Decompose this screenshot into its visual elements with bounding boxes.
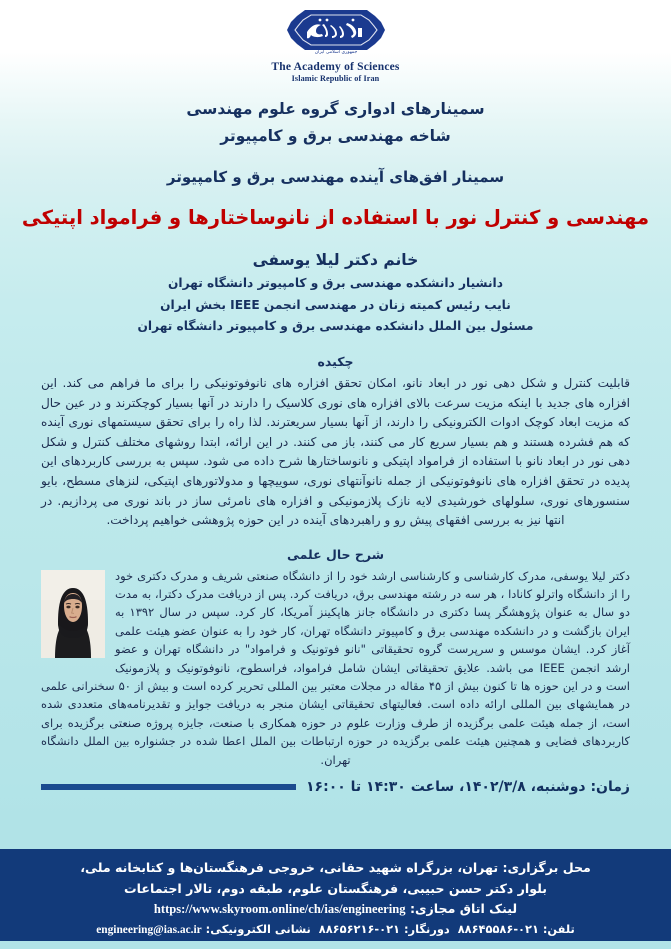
academy-country-line: Islamic Republic of Iran xyxy=(291,74,380,84)
virtual-room-link[interactable]: https://www.skyroom.online/ch/ias/engineering xyxy=(153,902,406,917)
venue-line-1: محل برگزاری: تهران، بزرگراه شهید حقانی، خروجی فرهنگستان‌ها و کتابخانه ملی، xyxy=(80,860,591,876)
talk-title: مهندسی و کنترل نور با استفاده از نانوساختارها و فرامواد اپتیکی xyxy=(21,205,650,229)
speaker-affiliation-2: نایب رئیس کمیته زنان در مهندسی انجمن IEEE بخش ایران xyxy=(160,297,511,312)
virtual-room-row xyxy=(24,899,647,919)
schedule-text: زمان: دوشنبه، ۱۴۰۲/۳/۸، ساعت ۱۴:۳۰ تا ۱۶:۰۰ xyxy=(306,778,630,795)
speaker-affiliation-1: دانشیار دانشکده مهندسی برق و کامپیوتر دانشگاه تهران xyxy=(168,275,503,290)
contact-row xyxy=(24,920,647,939)
speaker-name: خانم دکتر لیلا یوسفی xyxy=(252,250,419,269)
phone-value: ۰۲۱-۸۸۶۴۵۵۸۶ xyxy=(457,921,539,936)
abstract-heading: چکیده xyxy=(317,354,354,370)
svg-text:جمهوری اسلامی ایران: جمهوری اسلامی ایران xyxy=(314,50,357,54)
email-label: نشانی الکترونیکی: xyxy=(205,921,311,936)
speaker-affiliation-3: مسئول بین الملل دانشکده مهندسی برق و کامپیوتر دانشگاه تهران xyxy=(137,319,534,334)
schedule-row xyxy=(0,779,671,795)
biography-text: دکتر لیلا یوسفی، مدرک کارشناسی و کارشناسی ارشد خود را از دانشگاه صنعتی شریف و مدرک دکتری خود را از دانشگاه واترلو کانادا ، هر سه در رشته مهندسی برق، دریافت کرد. پس از دریافت مدرک دکترا، به مدت دو سال به عنوان پژوهشگر پسا دکتری در دانشگاه جانز هاپکینز آمریکا، کار کرد. سپس در سال ۱۳۹۲ به ایران بازگشت و در دانشکده مهندسی برق و کامپیوتر دانشگاه تهران، کار خود را به عنوان عضو هیئت علمی آغاز کرد. ایشان موسس و سرپرست گروه تحقیقاتی "نانو فوتونیک و فرامواد" در دانشگاه تهران و عضو ارشد انجمن IEEE می باشد. علایق تحقیقاتی ایشان شامل فرامواد، فراسطوح، نانوفوتونیک و پلازمونیک است و در این حوزه ها تا کنون بیش از ۴۵ مقاله در مجلات معتبر بین المللی تحریر کرده است و بیش از ۵۰ سخنرانی علمی در همایشهای بین المللی ارائه داده است. فعالیتهای تحقیقاتی ایشان منجر به دریافت جوایز و تقدیرنامه‌های متعددی شده است، از جمله هیئت علمی برگزیده از طرف وزارت علوم در حوزه همکاری با صنعت، جایزه پروژه صنعتی برگزیده برای کاربردهای فضایی و همچنین هیئت علمی برگزیده در حوزه ارتباطات بین الملل اعطا شده در جشنواره بین الملل دانشگاه تهران. xyxy=(41,568,631,767)
email-value[interactable]: engineering@ias.ac.ir xyxy=(96,923,202,936)
abstract-body: قابلیت کنترل و شکل دهی نور در ابعاد نانو، امکان تحقق افزاره های نانوفوتونیکی را برای ما فراهم می کند. این افزاره های جدید با اینکه مزیت سرعت بالای افزاره های نوری کلاسیک را دارند در آنها بسیار کوچکترند و در عین حال که مزیت ابعاد کوچک ادوات الکترونیکی را دارند، از آنها بسیار سریعترند. لذا راه را برای تحقق سیستمهای نوری آینده که هم فشرده هستند و هم بسیار سریع کار می کنند، باز می کنند. در این ارائه، ابتدا روشهای مختلف کنترل و شکل دهی نور در ابعاد نانو با استفاده از فرامواد اپتیکی و نانوساختارها شرح داده می شود. سپس به بررسی کاربردهای این پدیده در تحقق افزاره های نانوفوتونیکی از جمله نانوآنتهای نوری، سوییچها و مدولاتورهای اپتیکی، لنزهای مسطح، بایو سنسورهای نوری، سلولهای خورشیدی لایه نازک پلازمونیکی و افزاره های نامرئی ساز در باند نوری می پردازیم. در انتها نیز به بررسی افقهای پیش رو و راهبردهای آینده در این حوزه پژوهشی خواهیم پرداخت. xyxy=(41,376,630,528)
biography-body-wrapper xyxy=(41,567,630,769)
seminar-subtitle: سمینار افق‌های آینده مهندسی برق و کامپیوتر xyxy=(166,167,505,186)
biography-heading: شرح حال علمی xyxy=(287,546,384,562)
fax-value: ۰۲۱-۸۸۶۵۶۲۱۶ xyxy=(318,921,400,936)
logo-header xyxy=(0,0,671,84)
series-title-line2: شاخه مهندسی برق و کامپیوتر xyxy=(220,126,451,145)
schedule-rule xyxy=(41,784,296,790)
speaker-portrait xyxy=(41,570,105,658)
footer-contact-block xyxy=(0,849,671,949)
series-title-line1: سمینارهای ادواری گروه علوم مهندسی xyxy=(186,99,485,118)
phone-label: تلفن: xyxy=(542,921,575,936)
series-title xyxy=(0,96,671,150)
academy-of-sciences-logo-icon xyxy=(277,6,395,54)
academy-english-name xyxy=(0,61,671,84)
speaker-affiliations xyxy=(0,273,671,338)
academy-name-line: The Academy of Sciences xyxy=(271,61,400,73)
virtual-room-label: لینک اتاق مجازی: xyxy=(409,901,518,917)
fax-label: دورنگار: xyxy=(403,921,450,936)
venue-line-2: بلوار دکتر حسن حبیبی، فرهنگستان علوم، طبقه دوم، تالار اجتماعات xyxy=(124,880,547,896)
footer-bottom-strip xyxy=(0,941,671,949)
